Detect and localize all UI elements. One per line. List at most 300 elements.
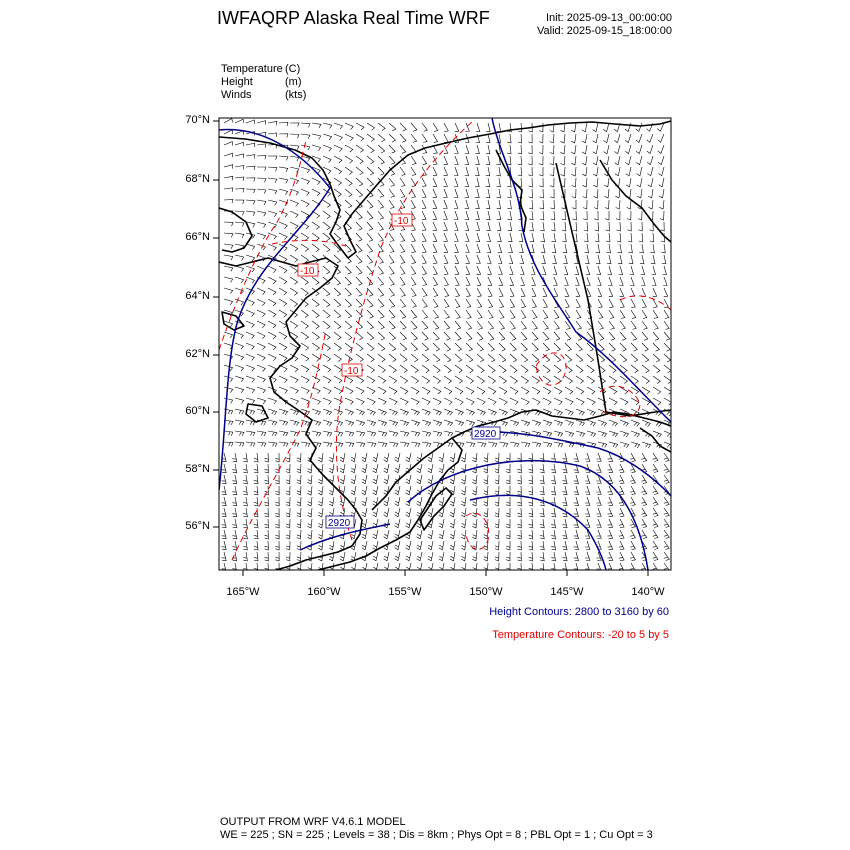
wind-barb [334, 288, 341, 296]
wind-barb [268, 442, 277, 447]
wind-barb [596, 530, 601, 539]
wind-barb [422, 376, 430, 383]
wind-barb [507, 145, 511, 154]
wind-barb [389, 376, 397, 383]
wind-barb [661, 244, 665, 253]
wind-barb [243, 464, 247, 473]
wind-barb [422, 233, 426, 242]
wind-barb [619, 552, 624, 561]
wind-barb [444, 321, 450, 329]
wind-barb [562, 222, 566, 231]
wind-barb [290, 398, 298, 404]
wind-barb [318, 497, 323, 506]
wind-barb [518, 167, 522, 176]
wind-barb [508, 222, 512, 231]
wind-barb [334, 431, 343, 436]
wind-barb [378, 420, 387, 426]
wind-barb [433, 167, 437, 176]
wind-barb [582, 156, 587, 165]
wind-barb [367, 222, 373, 230]
wind-barb [356, 442, 365, 447]
wind-barb [400, 145, 406, 153]
wind-barb [495, 486, 499, 495]
wind-barb [345, 343, 352, 351]
wind-barb [340, 552, 345, 561]
wind-barb [235, 299, 244, 305]
wind-barb [400, 167, 405, 176]
height-contour [219, 130, 330, 490]
wind-barb [506, 563, 510, 572]
wind-barb [389, 134, 396, 142]
wind-barb [488, 409, 496, 415]
wind-barb [532, 310, 537, 319]
wind-barb [477, 376, 485, 383]
wind-barb [246, 365, 254, 371]
wind-barb [373, 530, 378, 539]
lat-label: 60°N [185, 405, 210, 417]
wind-barb [356, 387, 364, 394]
wind-barb [497, 178, 501, 187]
wind-barb [642, 354, 649, 362]
wind-barb [301, 200, 309, 207]
wind-barb [224, 255, 233, 260]
wind-barb [254, 475, 258, 484]
wind-barb [454, 211, 458, 220]
wind-barb [232, 453, 237, 462]
wind-barb [279, 189, 288, 195]
wind-barb [499, 288, 503, 297]
wind-barb [486, 200, 490, 209]
wind-barb [650, 244, 654, 253]
wind-barb [389, 420, 398, 426]
wind-barb [257, 167, 266, 171]
wind-barb [647, 145, 653, 154]
wind-barb [642, 376, 649, 384]
wind-barb [323, 365, 331, 372]
wind-barb [563, 486, 568, 495]
wind-barb [378, 288, 384, 296]
wind-barb [529, 475, 533, 484]
wind-barb [495, 453, 499, 462]
wind-barb [318, 530, 323, 539]
wind-barb [286, 486, 290, 495]
wind-barb [257, 222, 266, 228]
wind-barb [498, 266, 502, 275]
wind-barb [551, 486, 555, 495]
wind-barb [351, 453, 356, 462]
wind-barb [417, 552, 422, 561]
wind-barb [455, 299, 460, 308]
wind-barb [585, 552, 590, 561]
wind-barb [323, 321, 330, 329]
wind-barb [472, 508, 477, 517]
wind-barb [356, 420, 365, 426]
wind-barb [257, 189, 266, 194]
wind-barb [312, 233, 319, 241]
wind-barb [630, 475, 635, 484]
wind-barb [312, 354, 320, 361]
wind-barb [367, 409, 375, 415]
wind-barb [297, 541, 301, 550]
height-contour [470, 495, 606, 570]
wind-barb [475, 167, 479, 176]
wind-barb [450, 453, 455, 462]
wind-barb [541, 244, 545, 253]
wind-barb [257, 178, 266, 182]
wind-barb [345, 288, 351, 296]
wind-barb [587, 409, 595, 416]
wind-barb [582, 145, 587, 154]
wind-barb [521, 376, 529, 383]
wind-barb [224, 130, 233, 134]
wind-barb [222, 486, 227, 495]
wind-barb [499, 365, 506, 373]
wind-barb [268, 233, 276, 239]
wind-barb [356, 167, 363, 175]
wind-barb [518, 134, 522, 143]
wind-barb [389, 354, 396, 362]
wind-barb [653, 541, 658, 550]
wind-barb [301, 233, 309, 240]
wind-barb [450, 508, 455, 517]
wind-barb [619, 508, 624, 517]
wind-barb [318, 563, 323, 572]
wind-barb [433, 200, 437, 209]
wind-barb [290, 200, 298, 206]
wind-barb [222, 508, 227, 517]
wind-barb [497, 233, 501, 242]
wind-barb [301, 123, 310, 127]
wind-barb [257, 244, 266, 250]
wind-barb [664, 354, 671, 362]
wind-barb [433, 211, 437, 220]
wind-barb [461, 552, 466, 561]
wind-barb [465, 189, 469, 198]
wind-barb [444, 376, 452, 383]
wind-barb [334, 321, 341, 329]
wind-barb [378, 398, 386, 405]
wind-barb [477, 277, 481, 286]
wind-barb [389, 244, 394, 253]
wind-barb [345, 145, 353, 152]
wind-barb [439, 530, 444, 539]
wind-barb [351, 486, 356, 495]
wind-barb [603, 123, 609, 132]
wind-barb [603, 134, 609, 143]
wind-barb [593, 123, 598, 132]
wind-barb [506, 508, 510, 517]
wind-barb [345, 332, 352, 340]
wind-barb [642, 310, 647, 319]
wind-barb [378, 244, 383, 252]
wind-barb [417, 464, 422, 473]
wind-barb [275, 563, 279, 572]
wind-barb [606, 233, 610, 242]
wind-barb [340, 464, 345, 473]
wind-barb [598, 299, 602, 308]
wind-barb [378, 321, 384, 329]
wind-barb [334, 343, 341, 351]
wind-barb [450, 563, 455, 572]
wind-barb [312, 189, 320, 196]
wind-barb [619, 464, 624, 473]
wind-barb [598, 321, 603, 329]
wind-barb [334, 376, 342, 383]
wind-barb [297, 475, 301, 484]
wind-barb [574, 497, 579, 506]
wind-barb [609, 431, 618, 437]
wind-barb [254, 486, 258, 495]
wind-barb [329, 464, 334, 473]
wind-barb [246, 155, 255, 159]
wind-barb [286, 541, 290, 550]
wind-barb [433, 343, 440, 351]
wind-barb [400, 178, 405, 187]
wind-barb [574, 541, 579, 550]
wind-barb [301, 398, 309, 404]
wind-barb [488, 277, 492, 286]
wind-barb [466, 277, 470, 286]
wind-barb [477, 266, 481, 275]
wind-barb [608, 453, 613, 462]
wind-barb [389, 178, 395, 186]
wind-barb [563, 519, 568, 528]
wind-barb [422, 365, 429, 373]
wind-barb [475, 211, 479, 220]
wind-barb [543, 420, 552, 426]
wind-barb [268, 398, 277, 404]
wind-barb [373, 475, 378, 484]
wind-barb [356, 332, 363, 340]
wind-barb [659, 200, 664, 209]
wind-barb [265, 563, 269, 572]
wind-barb [444, 387, 452, 394]
wind-barb [395, 552, 400, 561]
wind-barb [608, 497, 613, 506]
wind-barb [506, 519, 510, 528]
wind-barb [554, 398, 562, 405]
wind-barb [664, 365, 671, 373]
wind-barb [373, 453, 378, 462]
wind-barb [574, 453, 579, 462]
wind-barb [641, 508, 646, 517]
wind-barb [389, 189, 394, 197]
wind-barb [465, 211, 469, 220]
wind-barb [334, 299, 341, 307]
wind-barb [641, 486, 646, 495]
wind-barb [486, 167, 490, 176]
wind-barb [532, 354, 539, 362]
wind-barb [301, 277, 308, 285]
wind-barb [246, 299, 254, 306]
wind-barb [367, 321, 374, 329]
wind-barb [497, 189, 501, 198]
wind-barb [653, 332, 659, 340]
wind-barb [540, 541, 544, 550]
wind-barb [565, 398, 573, 405]
wind-barb [406, 541, 411, 550]
wind-barb [257, 376, 265, 382]
wind-barb [275, 497, 279, 506]
wind-barb [443, 189, 447, 198]
wind-barb [543, 299, 547, 308]
wind-barb [486, 156, 490, 165]
wind-barb [594, 200, 598, 209]
wind-barb [439, 464, 444, 473]
wind-barb [417, 541, 422, 550]
wind-barb [345, 178, 352, 186]
wind-barb [378, 365, 385, 373]
wind-barb [246, 120, 255, 124]
wind-barb [422, 266, 427, 275]
wind-barb [265, 475, 269, 484]
wind-barb [631, 354, 638, 362]
wind-barb [596, 486, 601, 495]
wind-barb [433, 255, 437, 264]
wind-barb [268, 211, 277, 217]
wind-barb [378, 156, 384, 164]
wind-barb [279, 178, 288, 183]
wind-barb [318, 486, 323, 495]
wind-barb [539, 156, 543, 165]
wind-barb [653, 497, 658, 506]
wind-barb [553, 266, 557, 275]
wind-barb [222, 464, 227, 473]
wind-barb [543, 431, 552, 437]
wind-barb [484, 508, 488, 517]
wind-barb [384, 453, 389, 462]
wind-barb [224, 387, 233, 393]
wind-barb [532, 343, 538, 351]
wind-barb [619, 519, 624, 528]
wind-barb [475, 145, 479, 154]
wind-barb [268, 299, 276, 306]
wind-barb [630, 541, 635, 550]
wind-barb [606, 222, 610, 231]
wind-barb [422, 387, 430, 394]
wind-barb [574, 552, 579, 561]
wind-barb [378, 233, 383, 241]
wind-barb [543, 321, 548, 329]
wind-barb [466, 288, 470, 297]
wind-barb [323, 145, 331, 151]
wind-barb [308, 508, 313, 517]
wind-barb [290, 321, 298, 328]
wind-barb [554, 310, 559, 319]
wind-barb [406, 453, 411, 462]
wind-barb [367, 211, 373, 219]
wind-barb [323, 343, 330, 351]
wind-barb [498, 244, 502, 253]
wind-barb [529, 519, 533, 528]
wind-barb [563, 464, 568, 473]
wind-barb [630, 486, 635, 495]
wind-barb [444, 431, 453, 437]
wind-barb [631, 310, 636, 319]
wind-barb [334, 387, 342, 394]
wind-barb [616, 200, 620, 209]
wind-barb [323, 409, 332, 415]
wind-barb [465, 156, 469, 165]
wind-barb [279, 266, 287, 273]
wind-barb [400, 189, 405, 198]
wind-barb [641, 530, 646, 539]
wind-barb [268, 376, 276, 383]
wind-barb [389, 288, 395, 296]
wind-barb [466, 266, 470, 275]
wind-barb [486, 145, 490, 154]
wind-barb [664, 552, 669, 561]
wind-barb [551, 508, 555, 517]
wind-barb [488, 266, 492, 275]
wind-barb [312, 277, 319, 285]
coast-seward-peninsula [219, 208, 252, 252]
wind-barb [551, 200, 555, 209]
wind-barb [279, 233, 287, 240]
wind-barb [664, 508, 669, 517]
wind-barb [286, 475, 290, 484]
wind-barb [488, 310, 493, 319]
wind-barb [529, 563, 533, 572]
wind-barb [235, 177, 244, 181]
wind-barb [367, 420, 376, 426]
wind-barb [356, 222, 362, 230]
wind-barb [582, 167, 587, 176]
wind-barb [301, 442, 310, 447]
wind-barb [356, 431, 365, 436]
wind-barb [576, 365, 583, 373]
wind-barb [664, 541, 669, 550]
wind-barb [455, 365, 462, 373]
wind-barb [345, 420, 354, 426]
wind-barb [254, 519, 258, 528]
wind-barb [257, 398, 266, 404]
wind-barb [400, 431, 409, 437]
wind-barb [378, 431, 387, 437]
wind-barb [653, 552, 658, 561]
wind-barb [529, 211, 533, 220]
wind-barb [455, 123, 459, 132]
wind-barb [235, 266, 244, 272]
wind-barb [444, 167, 448, 176]
wind-barb [232, 486, 237, 495]
wind-barb [373, 486, 378, 495]
lat-label: 64°N [185, 290, 210, 302]
wind-barb [275, 530, 279, 539]
wind-barb [630, 266, 634, 275]
wind-barb [286, 464, 290, 473]
wind-barb [345, 376, 353, 383]
wind-barb [551, 222, 555, 231]
wind-barb [587, 387, 595, 394]
wind-barb [301, 376, 309, 383]
wind-barb [476, 222, 480, 231]
wind-barb [286, 530, 290, 539]
wind-barb [235, 119, 244, 123]
wind-barb [532, 442, 541, 447]
wind-barb [554, 343, 560, 351]
wind-barb [400, 299, 406, 307]
wind-barb [290, 211, 298, 218]
wind-barb [594, 211, 598, 220]
wind-barb [345, 277, 351, 285]
wind-barb [411, 376, 419, 383]
wind-barb [660, 222, 664, 231]
wind-barb [497, 222, 501, 231]
wind-barb [455, 321, 461, 329]
wind-barb [329, 497, 334, 506]
wind-barb [466, 409, 474, 415]
